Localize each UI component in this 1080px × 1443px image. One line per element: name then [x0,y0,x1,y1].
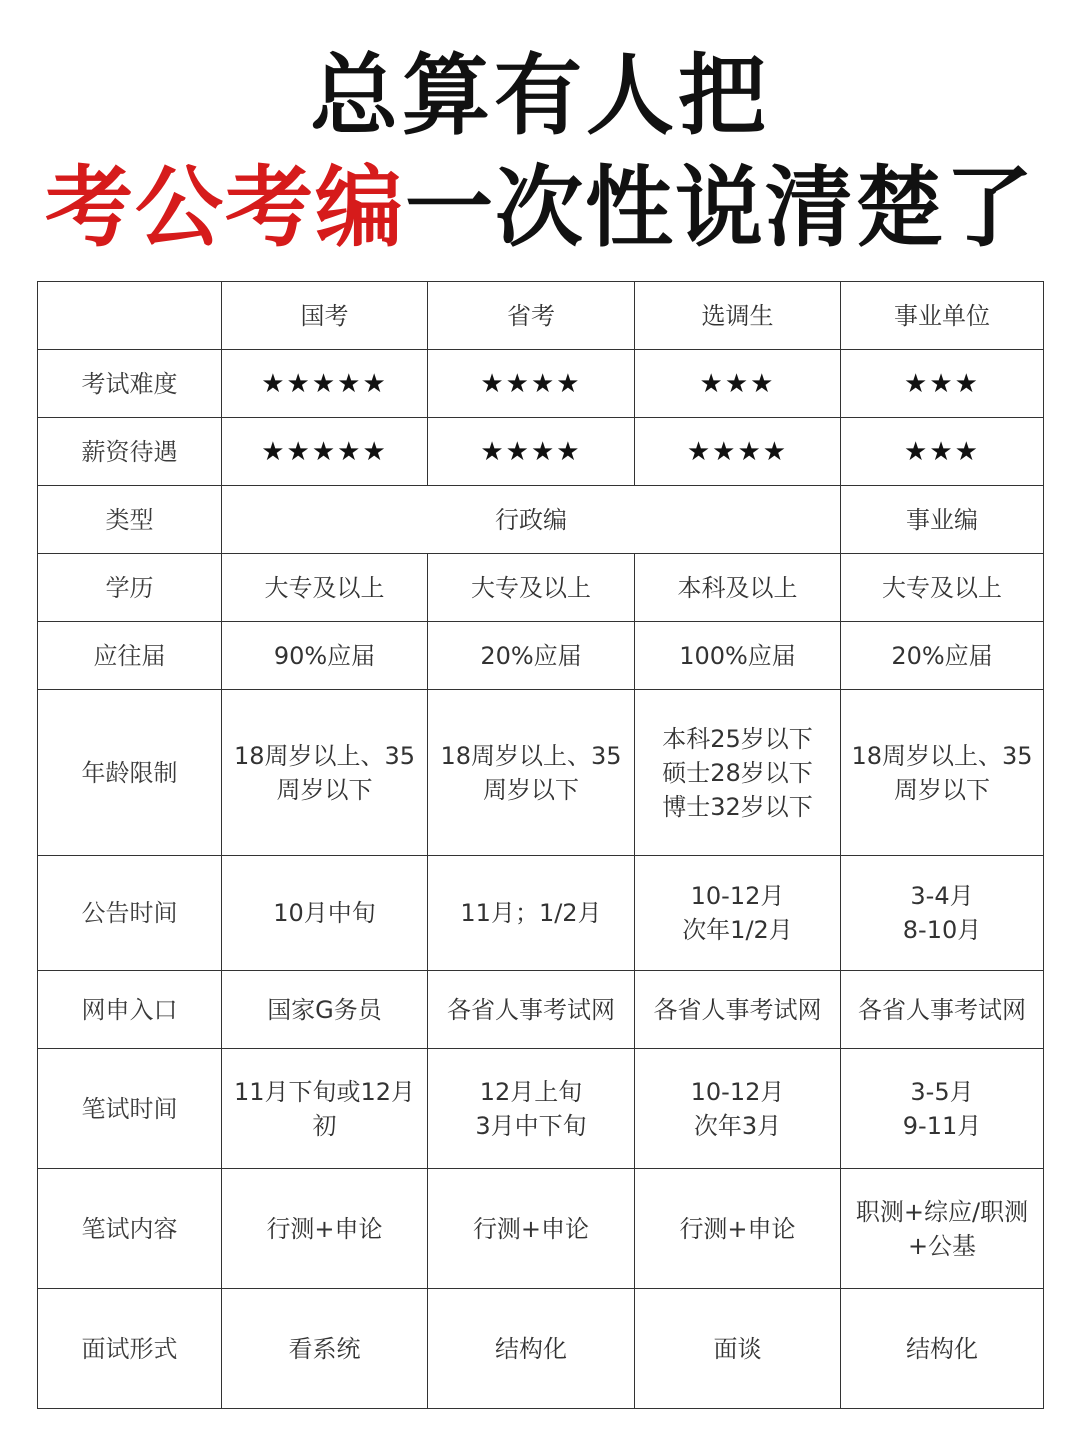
title-highlight: 考公考编 [44,156,405,259]
table-cell: 大专及以上 [428,554,635,622]
star-rating [635,418,841,486]
table-row-interview [38,1289,1044,1409]
header-row [38,282,1044,350]
row-label: 笔试时间 [38,1049,222,1169]
table-cell: 12月上旬 3月中下旬 [428,1049,635,1169]
stars: ★★★ [699,368,776,399]
table-row-written-content [38,1169,1044,1289]
comparison-table [37,281,1044,1409]
table-cell: 11月下旬或12月 初 [222,1049,428,1169]
table-cell: 18周岁以上、35 周岁以下 [222,690,428,856]
row-label: 公告时间 [38,856,222,971]
row-label: 学历 [38,554,222,622]
column-header-shengkao: 省考 [428,282,635,350]
stars: ★★★★ [480,436,582,467]
stars: ★★★★★ [261,436,388,467]
table-cell: 结构化 [428,1289,635,1409]
star-rating [841,350,1044,418]
table-cell: 大专及以上 [222,554,428,622]
table-cell: 各省人事考试网 [635,971,841,1049]
table-cell: 大专及以上 [841,554,1044,622]
table-cell: 行测+申论 [635,1169,841,1289]
table-cell: 20%应届 [428,622,635,690]
table-cell: 3-5月 9-11月 [841,1049,1044,1169]
star-rating [841,418,1044,486]
title-line-2 [0,158,1080,258]
column-header-xuandiaosheng: 选调生 [635,282,841,350]
stars: ★★★★ [686,436,789,467]
table-cell: 10-12月 次年1/2月 [635,856,841,971]
table-row-portal [38,971,1044,1049]
table-cell: 100%应届 [635,622,841,690]
table-cell: 结构化 [841,1289,1044,1409]
corner-cell [38,282,222,350]
row-label: 笔试内容 [38,1169,222,1289]
title-rest: 一次性说清楚了 [405,156,1036,259]
table-row-salary [38,418,1044,486]
table-cell: 本科及以上 [635,554,841,622]
cell-career-type: 事业编 [841,486,1044,554]
stars: ★★★ [904,368,980,399]
table-row-announce [38,856,1044,971]
table-cell: 10-12月 次年3月 [635,1049,841,1169]
table-cell: 行测+申论 [222,1169,428,1289]
cell-admin-type: 行政编 [222,486,841,554]
table-cell: 国家G务员 [222,971,428,1049]
table-cell: 11月；1/2月 [428,856,635,971]
table-cell: 10月中旬 [222,856,428,971]
table-cell: 18周岁以上、35 周岁以下 [841,690,1044,856]
title-line-1: 总算有人把 [309,44,770,147]
table-row-fresh-grad [38,622,1044,690]
stars: ★★★★ [480,368,582,399]
row-label: 考试难度 [38,350,222,418]
table-cell: 18周岁以上、35 周岁以下 [428,690,635,856]
table-row-type [38,486,1044,554]
table-cell: 行测+申论 [428,1169,635,1289]
star-rating [428,418,635,486]
row-label: 年龄限制 [38,690,222,856]
star-rating [635,350,841,418]
row-label: 应往届 [38,622,222,690]
row-label: 薪资待遇 [38,418,222,486]
table-cell: 3-4月 8-10月 [841,856,1044,971]
table-cell: 各省人事考试网 [841,971,1044,1049]
row-label: 网申入口 [38,971,222,1049]
row-label: 面试形式 [38,1289,222,1409]
star-rating [428,350,635,418]
column-header-guokao: 国考 [222,282,428,350]
stars: ★★★ [904,436,980,467]
star-rating [222,418,428,486]
table-cell: 本科25岁以下 硕士28岁以下 博士32岁以下 [635,690,841,856]
table-cell: 90%应届 [222,622,428,690]
table-cell: 职测+综应/职测 +公基 [841,1169,1044,1289]
table-cell: 20%应届 [841,622,1044,690]
row-label: 类型 [38,486,222,554]
table-row-written-time [38,1049,1044,1169]
table-cell: 面谈 [635,1289,841,1409]
table-row-difficulty [38,350,1044,418]
table-cell: 各省人事考试网 [428,971,635,1049]
table-row-age [38,690,1044,856]
stars: ★★★★★ [261,368,388,399]
star-rating [222,350,428,418]
column-header-shiye: 事业单位 [841,282,1044,350]
table-row-education [38,554,1044,622]
table-cell: 看系统 [222,1289,428,1409]
